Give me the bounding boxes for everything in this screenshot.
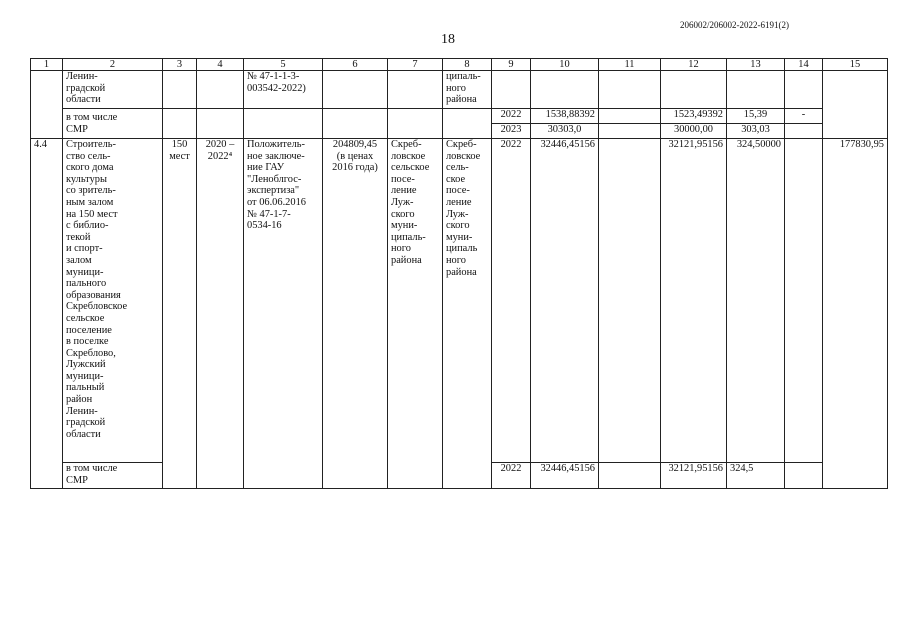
client-cell: Скреб- ловское сельское посе- ление Луж- ского муни- ципаль- ного района	[388, 139, 443, 489]
row-number-cell: 4.4	[31, 139, 63, 489]
amount-cell: 15,39	[727, 109, 785, 124]
total-cost-cell: 177830,95	[823, 139, 888, 489]
column-header: 5	[244, 59, 323, 71]
table-cell	[244, 109, 323, 139]
conclusion-cell: Положитель- ное заключе- ние ГАУ "Леноблгос- экспертиза" от 06.06.2016 № 47-1-7- 0534-16	[244, 139, 323, 489]
column-header: 14	[785, 59, 823, 71]
column-number-row	[31, 59, 888, 71]
column-header: 10	[531, 59, 599, 71]
column-header: 2	[63, 59, 163, 71]
table-cell	[163, 109, 197, 139]
table-cell	[197, 109, 244, 139]
table-cell	[599, 463, 661, 489]
object-name-cell: Ленин- градской области	[63, 71, 163, 109]
capacity-cell: 150 мест	[163, 139, 197, 489]
year-cell: 2022	[492, 139, 531, 463]
table-cell	[388, 71, 443, 109]
column-header: 4	[197, 59, 244, 71]
table-row	[31, 139, 888, 463]
column-header: 7	[388, 59, 443, 71]
amount-cell: 32121,95156	[661, 139, 727, 463]
investment-table	[30, 58, 888, 489]
table-row	[31, 71, 888, 109]
total-cell: 30303,0	[531, 124, 599, 139]
year-cell: 2023	[492, 124, 531, 139]
municipality-cell: ципаль- ного района	[443, 71, 492, 109]
column-header: 11	[599, 59, 661, 71]
column-header: 15	[823, 59, 888, 71]
conclusion-cell: № 47-1-1-3- 003542-2022)	[244, 71, 323, 109]
table-cell	[823, 71, 888, 139]
table-cell	[163, 71, 197, 109]
table-cell	[492, 71, 531, 109]
table-cell	[443, 109, 492, 139]
table-cell	[785, 463, 823, 489]
column-header: 12	[661, 59, 727, 71]
municipality-cell: Скреб- ловское сель- ское посе- ление Луж- ского муни- ципаль ного района	[443, 139, 492, 489]
table-cell	[599, 71, 661, 109]
table-row	[31, 109, 888, 124]
column-header: 1	[31, 59, 63, 71]
table-cell	[599, 124, 661, 139]
amount-cell: 324,5	[727, 463, 785, 489]
column-header: 3	[163, 59, 197, 71]
table-cell	[388, 109, 443, 139]
table-cell	[599, 109, 661, 124]
table-cell	[531, 71, 599, 109]
column-header: 9	[492, 59, 531, 71]
table-cell	[323, 71, 388, 109]
table-cell	[785, 71, 823, 109]
amount-cell: 32121,95156	[661, 463, 727, 489]
total-cell: 32446,45156	[531, 139, 599, 463]
table-cell	[785, 139, 823, 463]
table-cell: -	[785, 109, 823, 124]
page-number: 18	[441, 32, 455, 47]
smr-label-cell: в том числе СМР	[63, 463, 163, 489]
column-header: 6	[323, 59, 388, 71]
document-number: 206002/206002-2022-6191(2)	[680, 20, 789, 30]
table-cell	[323, 109, 388, 139]
amount-cell: 1523,49392	[661, 109, 727, 124]
year-cell: 2022	[492, 109, 531, 124]
year-cell: 2022	[492, 463, 531, 489]
cost-cell: 204809,45 (в ценах 2016 года)	[323, 139, 388, 489]
table-cell	[599, 139, 661, 463]
total-cell: 32446,45156	[531, 463, 599, 489]
amount-cell: 324,50000	[727, 139, 785, 463]
table-cell	[727, 71, 785, 109]
object-name-cell: Строитель- ство сель- ского дома культуры со зритель- ным залом на 150 мест с библио- текой и спорт- залом муници- пального образования Скребловское сельское поселение в поселке Скреблово, Лужский муници- пальный район Ленин- градской области	[63, 139, 163, 463]
table-cell	[785, 124, 823, 139]
column-header: 13	[727, 59, 785, 71]
total-cell: 1538,88392	[531, 109, 599, 124]
amount-cell: 30000,00	[661, 124, 727, 139]
period-cell: 2020 – 2022⁴	[197, 139, 244, 489]
table-cell	[661, 71, 727, 109]
column-header: 8	[443, 59, 492, 71]
table-cell	[31, 71, 63, 139]
smr-label-cell: в том числе СМР	[63, 109, 163, 139]
table-cell	[197, 71, 244, 109]
amount-cell: 303,03	[727, 124, 785, 139]
